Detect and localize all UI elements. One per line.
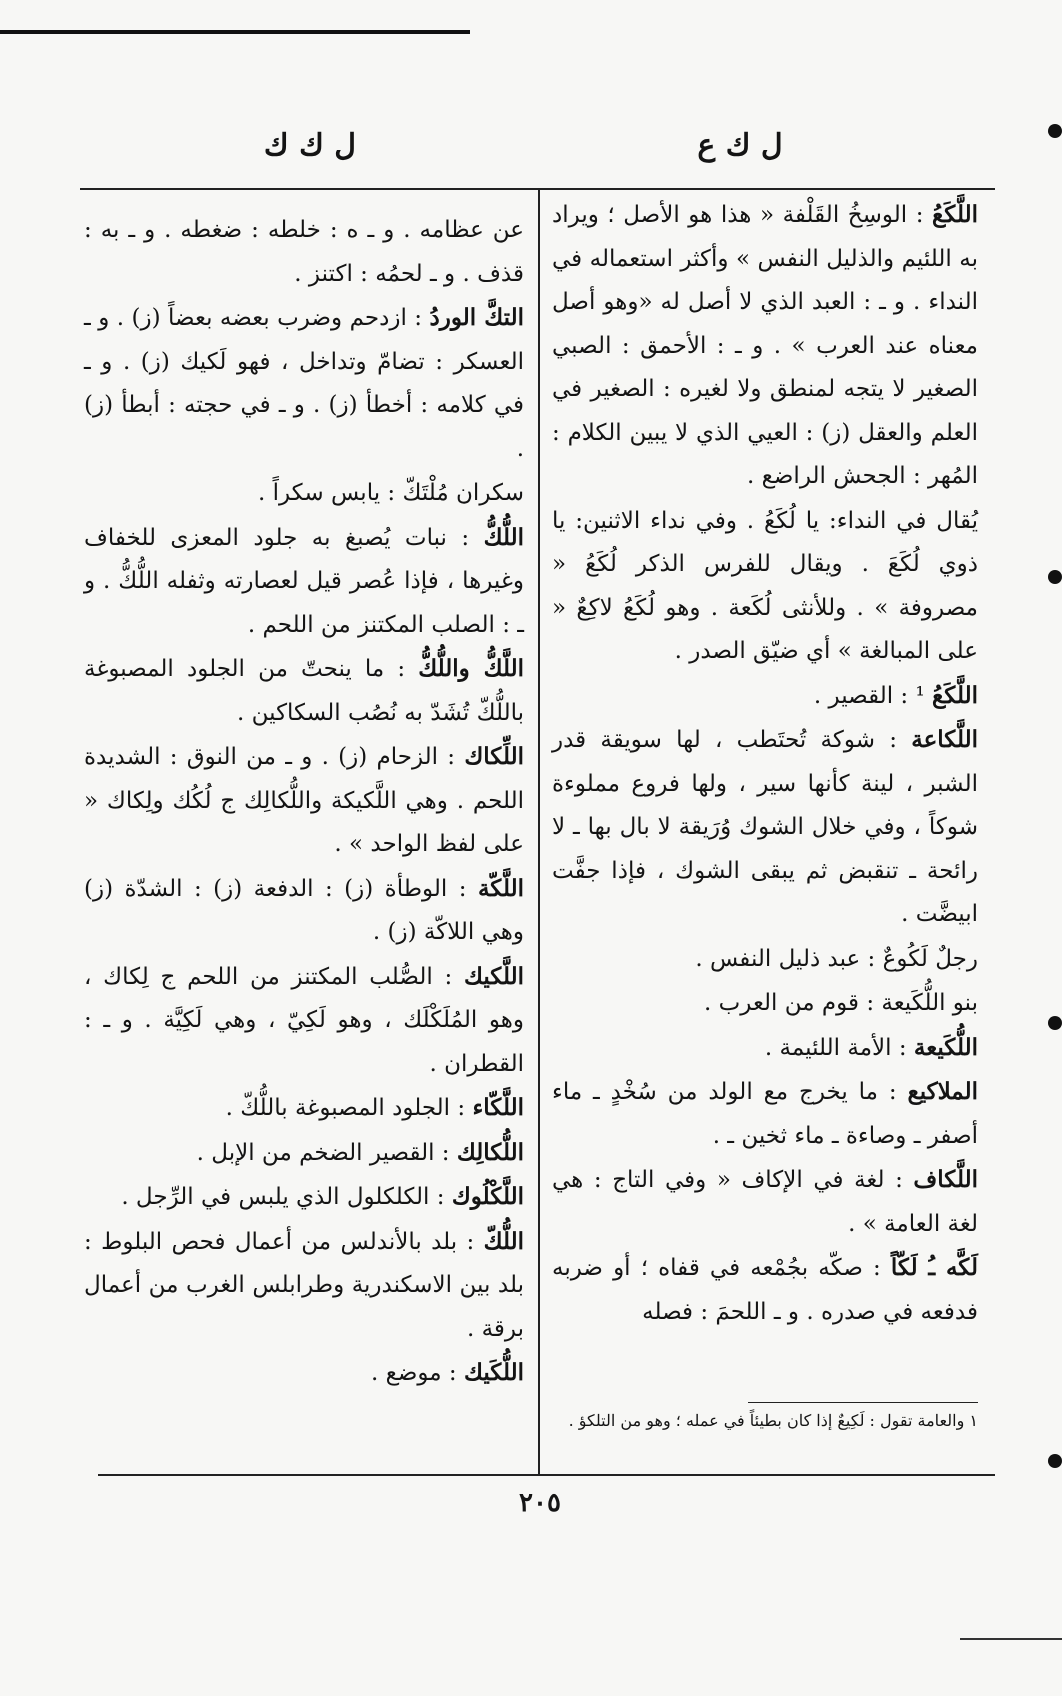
footer-rule [98,1474,995,1476]
column-divider [538,188,540,1474]
right-column [552,193,978,1334]
definition: : بلد بالأندلس من أعمال فحص البلوط : بلد بين الاسكندرية وطرابلس الغرب من أعمال برقة . [84,1228,524,1342]
definition: : صكّه بجُمْعه في قفاه ؛ أو ضربه فدفعه في صدره . و ـ اللحمَ : فصله [552,1255,978,1325]
dictionary-entry [552,499,978,674]
definition: : الصُّلب المكتنز من اللحم ج لِكاك ، وهو المُلَكْلَك ، وهو لَكِيّ ، وهي لَكِيَّة . و ـ : القطران . [84,963,524,1077]
headword: لَكَّه ـُ لَكّاً [890,1254,979,1281]
definition: : ما يخرج مع الولد من سُخْدٍ ـ ماء أصفر ـ وصاءة ـ ماء ثخين ـ . [552,1079,978,1149]
definition: : الوطأة (ز) : الدفعة (ز) : الشدّة (ز) وهي اللاكّة (ز) . [84,875,524,945]
headword: اللُّكُّ [483,523,525,551]
definition: : الزحام (ز) . و ـ من النوق : الشديدة اللحم . وهي اللَّكيكة واللُّكالِك ج لُكُك ولِكاك « على لفظ الواحد » . [84,744,524,857]
running-header-right: ل ك ع [697,128,783,163]
dictionary-entry [552,937,978,982]
dictionary-entry [84,1086,524,1131]
headword: اللُّكَيعة [913,1033,978,1061]
definition: : نبات يُصبغ به جلود المعزى للخفاف وغيرها ، فإذا عُصر قيل لعصارته وثفله اللُّكُّ . و ـ : الصلب المكتنز من اللحم . [84,524,524,638]
dictionary-entry [84,471,524,516]
dictionary-entry [84,867,524,955]
definition: : لغة في الإكاف « وفي التاج : هي لغة العامة » . [552,1167,978,1237]
definition: رجلٌ لَكُوعٌ : عبد ذليل النفس . [695,945,978,972]
headword: الملاكيع [907,1078,979,1105]
definition: بنو اللُّكَيعة : قوم من العرب . [703,990,978,1016]
dictionary-entry [84,516,524,648]
headword: اللَّكّة [477,874,524,902]
dictionary-entry [84,1175,524,1220]
dictionary-entry [552,1070,978,1158]
dictionary-entry [84,647,524,735]
headword: اللَّكَعُ [932,681,978,709]
definition: : الأمة اللئيمة . [764,1034,907,1061]
dictionary-entry [552,981,978,1026]
headword: اللَّكْلُوك [451,1183,524,1210]
binding-mark [1048,1016,1062,1030]
dictionary-entry [552,1158,978,1246]
left-column [84,208,524,1396]
binding-mark [1048,570,1062,584]
headword: اللَّكاعة [911,726,979,753]
definition: سكران مُلْتَكّ : يابس سكراً . [257,480,524,506]
headword: اللُّكَيك [463,1359,524,1386]
dictionary-entry [84,735,524,867]
definition: عن عظامه . و ـ ه : خلطه : ضغطه . و ـ به : قذف . و ـ لحمُه : اكتنز . [84,217,524,287]
definition: : الوسِخُ القَلْفة « هذا هو الأصل ؛ ويراد به اللئيم والذليل النفس » وأكثر استعماله في النداء . و ـ : العبد الذي لا أصل له «وهو أصل معناه عند العرب » . و ـ : الأحمق : الصبي الصغير لا يتجه لمنطق ولا لغيره : الصغير في العلم والعقل (ز) : العيي الذي لا يبين الكلام : المُهر : الجحش الراضع . [552,202,978,489]
headword: اللَّكُّ واللُّكُّ [418,655,525,682]
definition: : القصير الضخم من الإبل . [196,1139,450,1166]
definition: : موضع . [370,1360,457,1386]
bottom-edge-rule [960,1638,1062,1640]
headword: اللَّكيك [463,962,525,990]
definition: : الكلكلول الذي يلبس في الرِّجل . [121,1184,445,1210]
definition: يُقال في النداء: يا لُكَعُ . وفي نداء الاثنين: يا ذوي لُكَعَ . ويقال للفرس الذكر لُكَعُ « مصروفة » . وللأنثى لُكَعة . وهو لُكَعُ لاكِعٌ « على المبالغة » أي ضيّق الصدر . [552,507,978,664]
headword: اللَّكاف [913,1166,978,1193]
dictionary-entry [84,955,524,1087]
dictionary-entry [84,1351,524,1396]
binding-mark [1048,1454,1062,1468]
dictionary-entry [552,1246,978,1334]
footnote-rule [748,1402,978,1403]
headword: اللُّكّ [483,1227,524,1255]
definition: : الجلود المصبوغة باللُّكّ . [225,1095,466,1121]
headword: اللَّكَعُ [932,201,978,228]
headword: اللِّكاك [464,743,524,770]
dictionary-entry [84,296,524,471]
definition: : شوكة تُحتَطب ، لها سويقة قدر الشبر ، لينة كأنها سير ، ولها فروع مملوءة شوكاً ، وفي خلال الشوك وُرَيقة لا بال بها ـ لا رائحة ـ تنقبض ثم يبقى الشوك ، فإذا جفَّت ابيضَّت . [552,727,978,927]
page-number: ٢٠٥ [519,1488,561,1518]
dictionary-entry [84,1131,524,1176]
dictionary-entry [84,208,524,296]
definition: : ما ينحتّ من الجلود المصبوغة باللُّكّ تُشَدّ به نُصُب السكاكين . [84,656,524,726]
dictionary-entry [552,674,978,719]
definition: ¹ : القصير . [813,682,925,709]
running-header-left: ل ك ك [263,128,357,163]
headword: اللَّكّاء [472,1094,524,1121]
footnote: ١ والعامة تقول : لَكِيعٌ إذا كان بطيئاً في عمله ؛ وهو من التلكؤ . [568,1411,978,1430]
top-edge-rule [0,30,470,34]
dictionary-entry [552,718,978,937]
headword: اللُّكالِك [456,1138,524,1166]
headword: التكَّ الوردُ [429,304,524,331]
dictionary-entry [84,1220,524,1352]
definition: : ازدحم وضرب بعضه بعضاً (ز) . و ـ العسكر : تضامّ وتداخل ، فهو لَكيك (ز) . و ـ في كلامه : أخطأ (ز) . و ـ في حجته : أبطأ (ز) . [84,305,524,462]
dictionary-entry [552,193,978,499]
dictionary-entry [552,1026,978,1071]
binding-mark [1048,124,1062,138]
